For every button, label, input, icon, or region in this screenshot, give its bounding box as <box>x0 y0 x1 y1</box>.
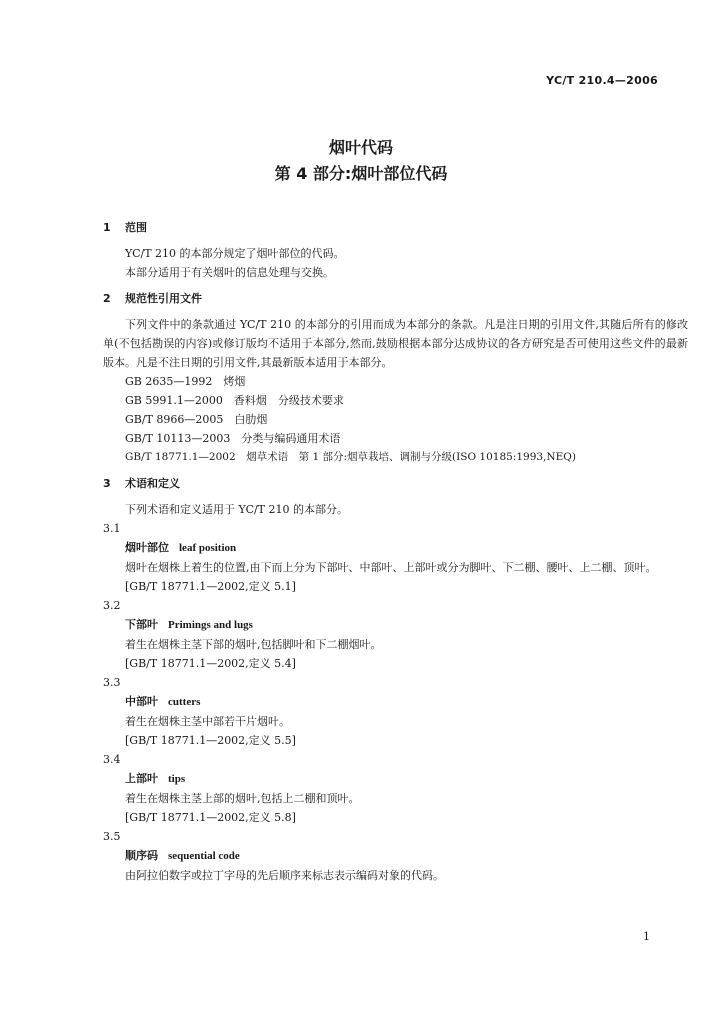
paragraph: 下列术语和定义适用于 YC/T 210 的本部分。 <box>125 503 349 516</box>
reference-item: GB 5991.1—2000 香料烟 分级技术要求 <box>125 394 344 407</box>
section-number: 1 <box>103 221 111 234</box>
section-title: 规范性引用文件 <box>125 292 202 305</box>
term-zh: 顺序码 <box>125 849 158 862</box>
term-definition: 着生在烟株主茎上部的烟叶,包括上二棚和顶叶。 <box>125 792 360 805</box>
term-heading <box>103 846 688 866</box>
page-number: 1 <box>643 930 650 943</box>
term-heading <box>103 538 688 558</box>
term-en: cutters <box>168 696 201 708</box>
section-1-heading <box>103 218 688 237</box>
reference-item: GB/T 18771.1—2002 烟草术语 第 1 部分:烟草栽培、调制与分级(ISO 10185:1993,NEQ) <box>125 451 576 463</box>
title-line-2: 第 4 部分:烟叶部位代码 <box>274 164 448 183</box>
section-title: 范围 <box>125 221 147 234</box>
term-en: Primings and lugs <box>168 619 253 631</box>
term-heading <box>103 769 688 789</box>
document-title <box>0 136 722 186</box>
term-number: 3.5 <box>103 830 121 843</box>
term-number: 3.4 <box>103 753 121 766</box>
term-heading <box>103 615 688 635</box>
term-en: sequential code <box>168 850 240 862</box>
section-title: 术语和定义 <box>125 477 180 490</box>
reference-item: GB 2635—1992 烤烟 <box>125 375 246 388</box>
term-zh: 烟叶部位 <box>125 541 169 554</box>
term-definition: 着生在烟株主茎中部若干片烟叶。 <box>125 715 290 728</box>
term-heading <box>103 692 688 712</box>
term-number: 3.1 <box>103 522 121 535</box>
term-zh: 上部叶 <box>125 772 158 785</box>
term-definition: 烟叶在烟株上着生的位置,由下而上分为下部叶、中部叶、上部叶或分为脚叶、下二棚、腰叶、上二棚、顶叶。 <box>125 561 657 574</box>
term-zh: 中部叶 <box>125 695 158 708</box>
paragraph: 下列文件中的条款通过 YC/T 210 的本部分的引用而成为本部分的条款。凡是注日期的引用文件,其随后所有的修改单(不包括勘误的内容)或修订版均不适用于本部分,然而,鼓励根据本部分达成协议的各方研究是否可使用这些文件的最新版本。凡是不注日期的引用文件,其最新版本适用于本部分。 <box>103 318 688 369</box>
paragraph: 本部分适用于有关烟叶的信息处理与交换。 <box>125 266 334 279</box>
title-line-1: 烟叶代码 <box>328 138 393 157</box>
term-source: [GB/T 18771.1—2002,定义 5.5] <box>125 734 296 747</box>
term-definition: 着生在烟株主茎下部的烟叶,包括脚叶和下二棚烟叶。 <box>125 638 382 651</box>
term-zh: 下部叶 <box>125 618 158 631</box>
section-3-heading <box>103 474 688 493</box>
paragraph: YC/T 210 的本部分规定了烟叶部位的代码。 <box>125 247 345 260</box>
section-2-heading <box>103 289 688 308</box>
term-source: [GB/T 18771.1—2002,定义 5.4] <box>125 657 296 670</box>
section-number: 2 <box>103 292 111 305</box>
reference-item: GB/T 10113—2003 分类与编码通用术语 <box>125 432 341 445</box>
term-en: tips <box>168 773 186 785</box>
section-number: 3 <box>103 477 111 490</box>
term-number: 3.3 <box>103 676 121 689</box>
standard-code: YC/T 210.4—2006 <box>546 74 658 87</box>
reference-item: GB/T 8966—2005 白肋烟 <box>125 413 268 426</box>
term-source: [GB/T 18771.1—2002,定义 5.1] <box>125 580 296 593</box>
document-body <box>103 218 688 885</box>
term-en: leaf position <box>179 542 237 554</box>
term-source: [GB/T 18771.1—2002,定义 5.8] <box>125 811 296 824</box>
term-number: 3.2 <box>103 599 121 612</box>
term-definition: 由阿拉伯数字或拉丁字母的先后顺序来标志表示编码对象的代码。 <box>125 869 444 882</box>
